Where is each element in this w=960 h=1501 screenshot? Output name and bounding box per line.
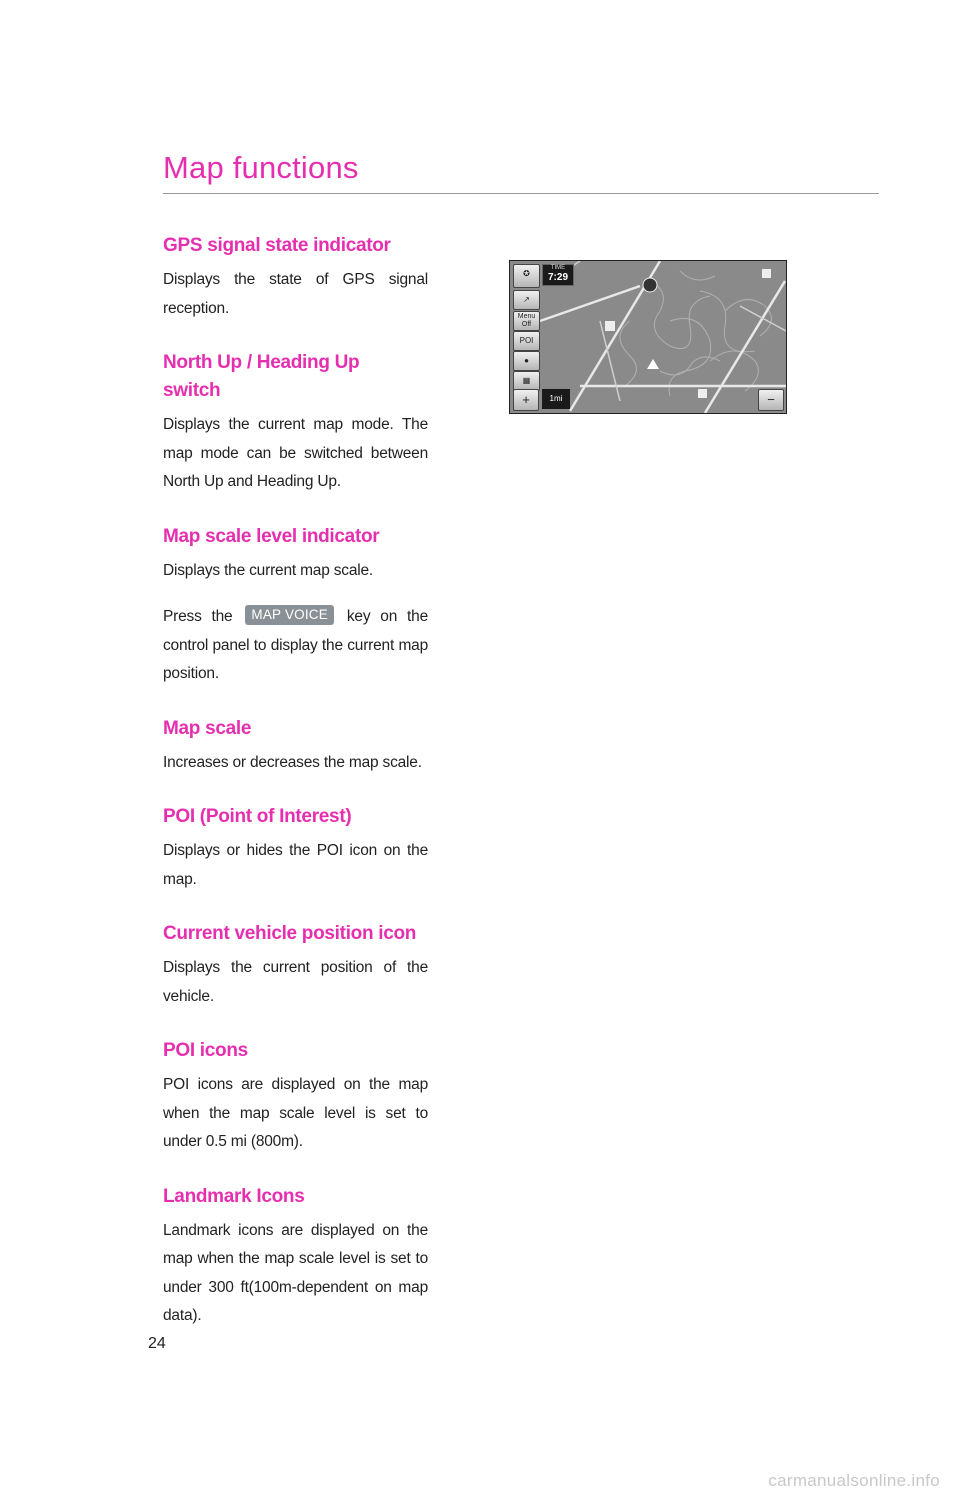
map-voice-key-badge: MAP VOICE [245,605,334,625]
section-text: Displays the state of GPS signal reception. [163,271,428,317]
zoom-in-button[interactable]: + [513,389,539,411]
map-scale-indicator: 1mi [542,389,570,409]
section-text: Displays the current map scale. [163,561,374,579]
compass-icon: ↗ [523,295,530,304]
section-text: Landmark icons are displayed on the map when the map scale level is set to under 300 ft(100m-dependent on map data). [163,1221,428,1324]
section-text-key [163,603,428,689]
time-label: TIME [550,265,566,271]
page-title: Map functions [163,150,359,185]
zoom-out-button[interactable]: − [758,389,784,411]
section-heading: Landmark Icons [163,1185,305,1207]
section-vehicle-position [163,920,428,1011]
section-heading: Map scale [163,717,252,739]
menu-sub-label: Off [521,321,532,328]
section-north-up [163,349,428,497]
section-text: Displays the current position of the vehicle. [163,959,428,1005]
section-heading: North Up / Heading Up switch [163,352,360,401]
text-before-key: Press the [163,608,233,625]
section-heading: Map scale level indicator [163,525,380,547]
section-scale-level [163,523,428,689]
gps-satellite-icon: ✪ [523,269,530,278]
title-divider [163,193,879,194]
page-number: 24 [148,1335,166,1352]
menu-label: Menu [517,313,536,320]
text-after-key: key on the control panel to display the current map position. [163,608,428,682]
time-value: 7:29 [547,272,568,283]
section-map-scale [163,715,428,778]
section-gps-signal [163,232,428,323]
vehicle-icon: ● [524,356,529,365]
section-text: Displays or hides the POI icon on the map. [163,842,428,888]
vehicle-position-button[interactable] [513,351,540,371]
section-heading: POI (Point of Interest) [163,806,352,827]
map-view-icon: ▦ [522,376,531,385]
section-poi [163,803,428,894]
section-text: Increases or decreases the map scale. [163,753,422,771]
content-column [163,232,428,1357]
section-text: Displays the current map mode. The map mode can be switched between North Up and Heading Up. [163,416,428,490]
time-display [542,264,574,286]
gps-signal-button[interactable] [513,264,540,288]
north-up-heading-up-button[interactable] [513,290,540,310]
section-text: POI icons are displayed on the map when the map scale level is set to under 0.5 mi (800m). [163,1076,428,1150]
section-landmark-icons [163,1183,428,1331]
section-heading: GPS signal state indicator [163,235,391,256]
map-view-button[interactable] [513,371,540,391]
watermark: carmanualsonline.info [768,1471,940,1490]
menu-off-button[interactable] [513,311,540,331]
map-screenshot [509,260,787,414]
poi-button[interactable]: POI [513,331,540,351]
section-heading: Current vehicle position icon [163,923,417,944]
section-poi-icons [163,1037,428,1157]
section-heading: POI icons [163,1040,248,1061]
